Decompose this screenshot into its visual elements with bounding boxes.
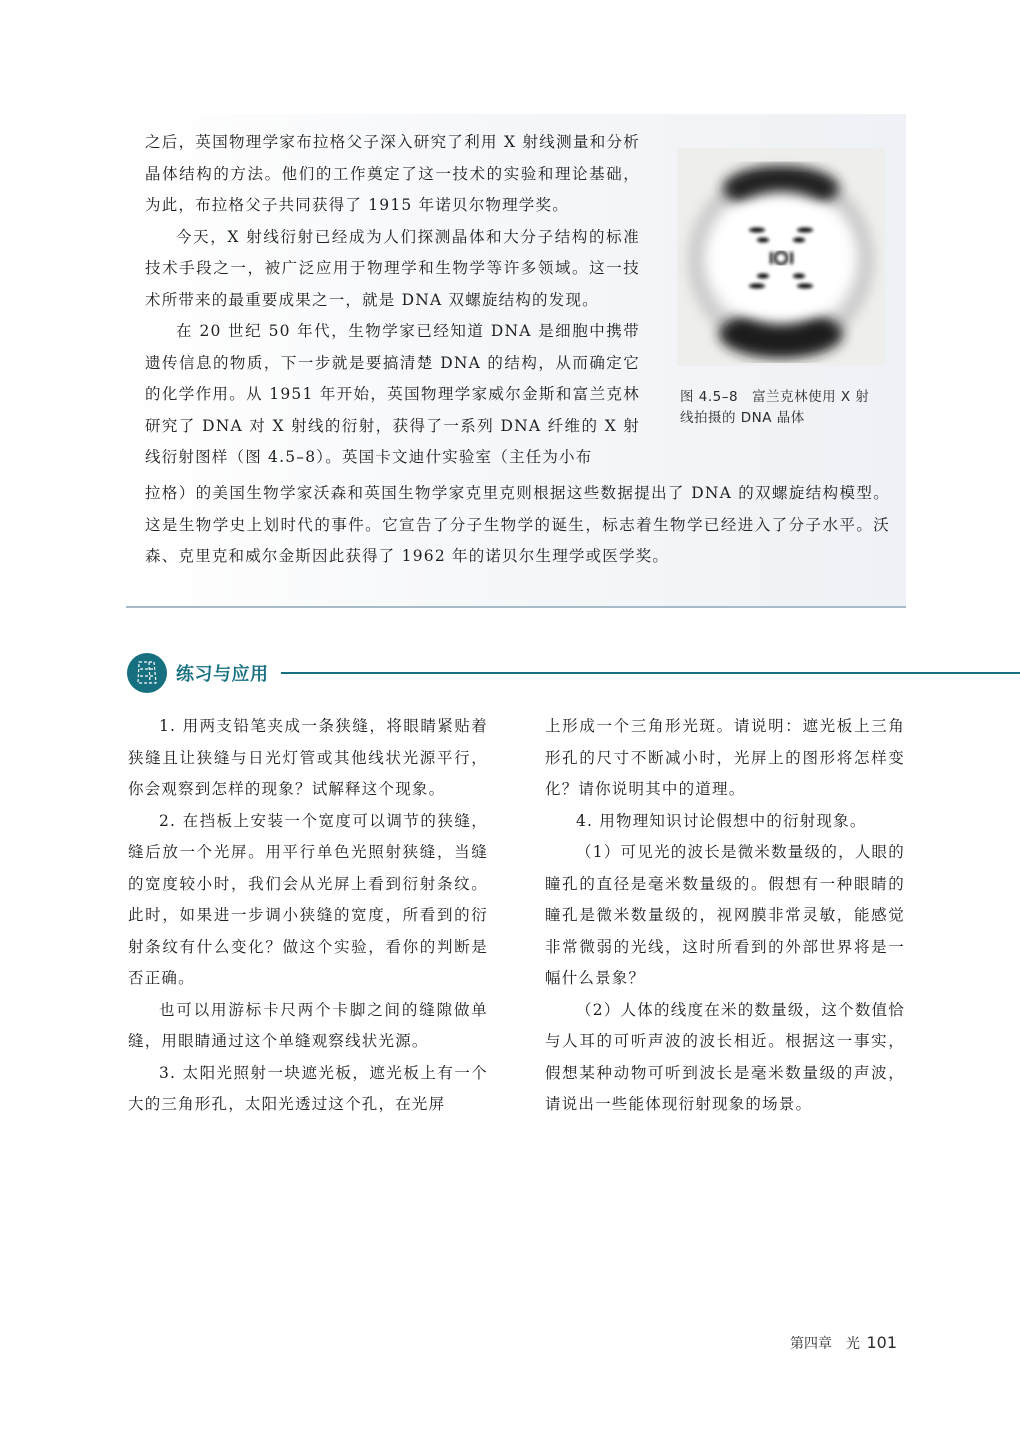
exercise-4: 4. 用物理知识讨论假想中的衍射现象。 bbox=[576, 811, 867, 830]
exercise-4-part-2: （2）人体的线度在米的数量级，这个数值恰与人耳的可听声波的波长相近。根据这一事实，假想某种动物可听到波长是毫米数量级的声波，请说出一些能体现衍射现象的场景。 bbox=[545, 1000, 905, 1113]
figure-caption bbox=[680, 387, 895, 429]
page-number: 101 bbox=[866, 1333, 897, 1352]
paragraph-watson-crick: 拉格）的美国生物学家沃森和英国生物学家克里克则根据这些数据提出了 DNA 的双螺旋结构模型。这是生物学史上划时代的事件。它宣告了分子生物学的诞生，标志着生物学已经进入了分子水平。沃森、克里克和威尔金斯因此获得了 1962 年的诺贝尔生理学或医学奖。 bbox=[145, 484, 890, 565]
page-footer bbox=[790, 1333, 897, 1353]
section-header-exercises bbox=[127, 652, 1020, 694]
exercise-notebook-icon bbox=[127, 653, 167, 693]
section-divider bbox=[281, 672, 1020, 674]
exercise-4-part-1: （1）可见光的波长是微米数量级的，人眼的瞳孔的直径是毫米数量级的。假想有一种眼睛的瞳孔是微米数量级的，视网膜非常灵敏，能感觉非常微弱的光线，这时所看到的外部世界将是一幅什么景象？ bbox=[545, 843, 905, 987]
paragraph-dna-1950s: 在 20 世纪 50 年代，生物学家已经知道 DNA 是细胞中携带遗传信息的物质，下一步就是要搞清楚 DNA 的结构，从而确定它的化学作用。从 1951 年开始，英国物理学家威尔金斯和富兰克林研究了 DNA 对 X 射线的衍射，获得了一系列 DNA 纤维的 X 射线衍射图样（图 4.5–8）。英国卡文迪什实验室（主任为小布 bbox=[145, 322, 640, 466]
exercise-3: 3. 太阳光照射一块遮光板，遮光板上有一个大的三角形孔，太阳光透过这个孔，在光屏 bbox=[128, 1063, 488, 1113]
exercise-2: 2. 在挡板上安装一个宽度可以调节的狭缝，缝后放一个光屏。用平行单色光照射狭缝，当缝的宽度较小时，我们会从光屏上看到衍射条纹。此时，如果进一步调小狭缝的宽度，所看到的衍射条纹有什么变化？做这个实验，看你的判断是否正确。 bbox=[128, 811, 488, 987]
dna-diffraction-pattern-icon bbox=[677, 148, 885, 366]
paragraph-bragg: 之后，英国物理学家布拉格父子深入研究了利用 X 射线测量和分析晶体结构的方法。他们的工作奠定了这一技术的实验和理论基础，为此，布拉格父子共同获得了 1915 年诺贝尔物理学奖。 bbox=[145, 133, 640, 214]
figure-caption-line-1: 图 4.5–8 富兰克林使用 X 射 bbox=[680, 389, 870, 405]
exercise-2-note: 也可以用游标卡尺两个卡脚之间的缝隙做单缝，用眼睛通过这个单缝观察线状光源。 bbox=[128, 1000, 488, 1050]
exercise-1: 1. 用两支铅笔夹成一条狭缝，将眼睛紧贴着狭缝且让狭缝与日光灯管或其他线状光源平行，你会观察到怎样的现象？试解释这个现象。 bbox=[128, 717, 488, 798]
section-title: 练习与应用 bbox=[176, 664, 269, 685]
exercise-3-continued: 上形成一个三角形光斑。请说明：遮光板上三角形孔的尺寸不断减小时，光屏上的图形将怎样变化？请你说明其中的道理。 bbox=[545, 717, 905, 798]
dna-xray-diffraction-photo bbox=[677, 148, 885, 366]
exercise-column-right bbox=[545, 711, 905, 1121]
chapter-label: 第四章 光 bbox=[790, 1336, 860, 1352]
exercise-column-left bbox=[128, 711, 488, 1121]
paragraph-xray-diffraction: 今天，X 射线衍射已经成为人们探测晶体和大分子结构的标准技术手段之一，被广泛应用于物理学和生物学等许多领域。这一技术所带来的最重要成果之一，就是 DNA 双螺旋结构的发现。 bbox=[145, 227, 640, 309]
reading-text-column bbox=[145, 127, 640, 474]
figure-caption-line-2: 线拍摄的 DNA 晶体 bbox=[680, 410, 805, 426]
